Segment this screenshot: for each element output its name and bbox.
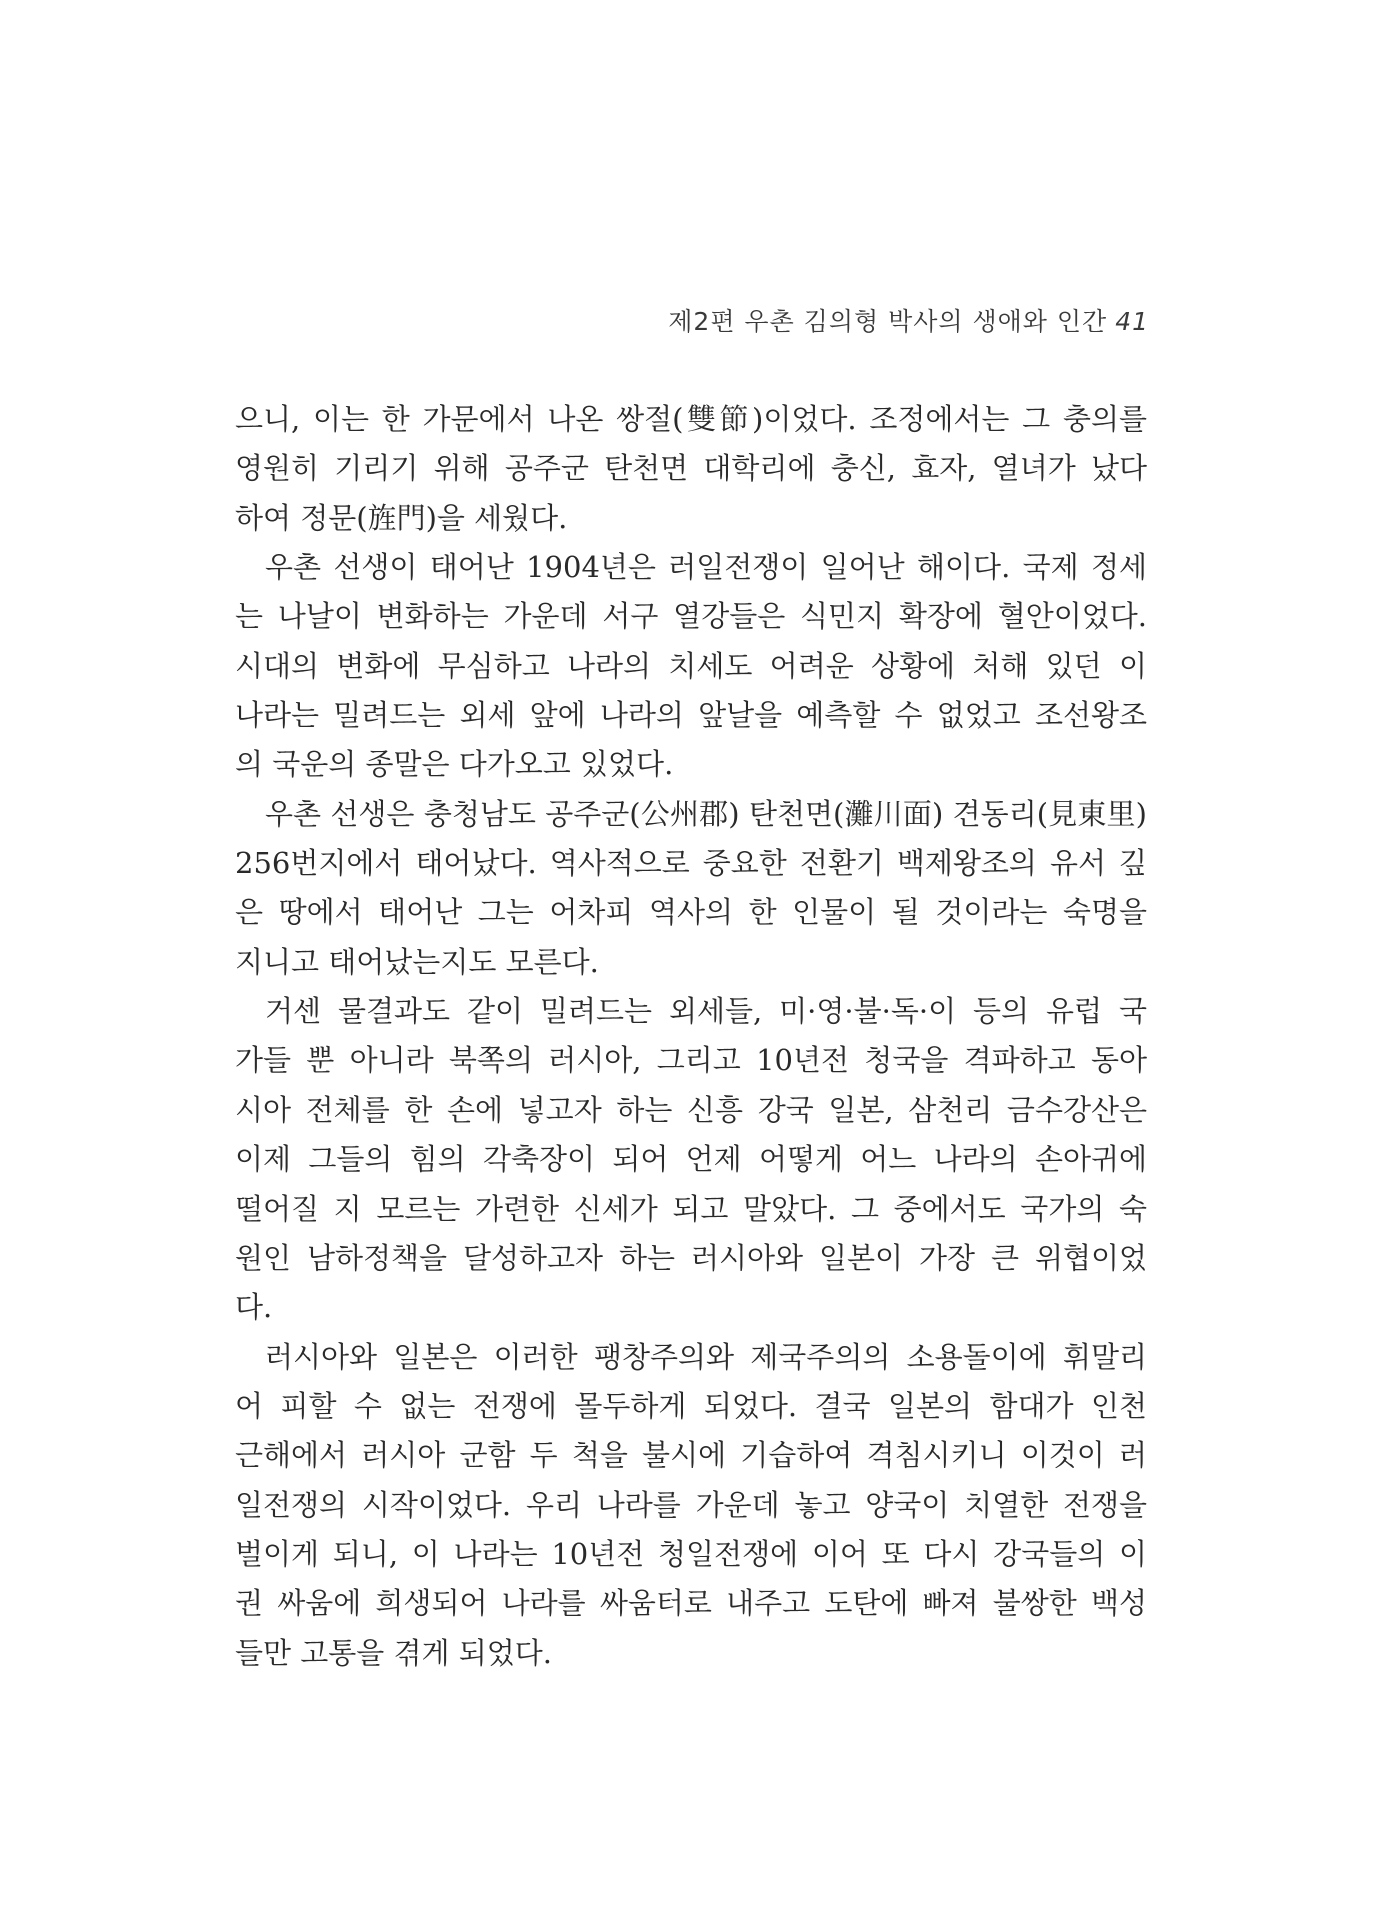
- text-line: 256번지에서 태어났다. 역사적으로 중요한 전환기 백제왕조의 유서 깊: [235, 846, 1147, 881]
- text-line: 나라는 밀려드는 외세 앞에 나라의 앞날을 예측할 수 없었고 조선왕조: [235, 698, 1147, 733]
- text-line: 다.: [235, 1290, 273, 1325]
- text-line: 우촌 선생은 충청남도 공주군(公州郡) 탄천면(灘川面) 견동리(見東里): [265, 796, 1147, 831]
- paragraph-5: [235, 1333, 1147, 1678]
- paragraph-2: [235, 543, 1147, 790]
- text-line: 가들 뿐 아니라 북쪽의 러시아, 그리고 10년전 청국을 격파하고 동아: [235, 1043, 1147, 1078]
- text-line: 으니, 이는 한 가문에서 나온 쌍절(雙節)이었다. 조정에서는 그 충의를: [235, 402, 1147, 436]
- text-line: 들만 고통을 겪게 되었다.: [235, 1635, 553, 1670]
- running-header: [668, 302, 1149, 338]
- text-line: 권 싸움에 희생되어 나라를 싸움터로 내주고 도탄에 빠져 불쌍한 백성: [235, 1586, 1147, 1621]
- text-line: 일전쟁의 시작이었다. 우리 나라를 가운데 놓고 양국이 치열한 전쟁을: [235, 1487, 1147, 1522]
- text-line: 러시아와 일본은 이러한 팽창주의와 제국주의의 소용돌이에 휘말리: [265, 1339, 1147, 1374]
- paragraph-3: [235, 790, 1147, 987]
- text-line: 은 땅에서 태어난 그는 어차피 역사의 한 인물이 될 것이라는 숙명을: [235, 895, 1147, 930]
- paragraph-4: [235, 987, 1147, 1332]
- text-line: 영원히 기리기 위해 공주군 탄천면 대학리에 충신, 효자, 열녀가 났다: [235, 451, 1147, 486]
- text-line: 우촌 선생이 태어난 1904년은 러일전쟁이 일어난 해이다. 국제 정세: [265, 550, 1147, 585]
- text-line: 는 나날이 변화하는 가운데 서구 열강들은 식민지 확장에 혈안이었다.: [235, 599, 1147, 634]
- text-line: 거센 물결과도 같이 밀려드는 외세들, 미·영·불·독·이 등의 유럽 국: [265, 994, 1147, 1029]
- text-line: 시아 전체를 한 손에 넣고자 하는 신흥 강국 일본, 삼천리 금수강산은: [235, 1092, 1147, 1127]
- paragraph-1: [235, 395, 1147, 543]
- text-line: 벌이게 되니, 이 나라는 10년전 청일전쟁에 이어 또 다시 강국들의 이: [235, 1536, 1147, 1571]
- text-line: 시대의 변화에 무심하고 나라의 치세도 어려운 상황에 처해 있던 이: [235, 648, 1147, 683]
- running-title: 제2편 우촌 김의형 박사의 생애와 인간: [668, 307, 1108, 336]
- text-line: 근해에서 러시아 군함 두 척을 불시에 기습하여 격침시키니 이것이 러: [235, 1438, 1147, 1473]
- text-line: 하여 정문(旌門)을 세웠다.: [235, 500, 568, 535]
- text-line: 어 피할 수 없는 전쟁에 몰두하게 되었다. 결국 일본의 함대가 인천: [235, 1388, 1147, 1423]
- body-text: [235, 395, 1147, 1678]
- text-line: 떨어질 지 모르는 가련한 신세가 되고 말았다. 그 중에서도 국가의 숙: [235, 1191, 1147, 1226]
- text-line: 지니고 태어났는지도 모른다.: [235, 944, 599, 979]
- text-line: 이제 그들의 힘의 각축장이 되어 언제 어떻게 어느 나라의 손아귀에: [235, 1142, 1147, 1177]
- text-line: 원인 남하정책을 달성하고자 하는 러시아와 일본이 가장 큰 위협이었: [235, 1240, 1147, 1275]
- page-number: 41: [1115, 307, 1149, 336]
- text-line: 의 국운의 종말은 다가오고 있었다.: [235, 747, 674, 782]
